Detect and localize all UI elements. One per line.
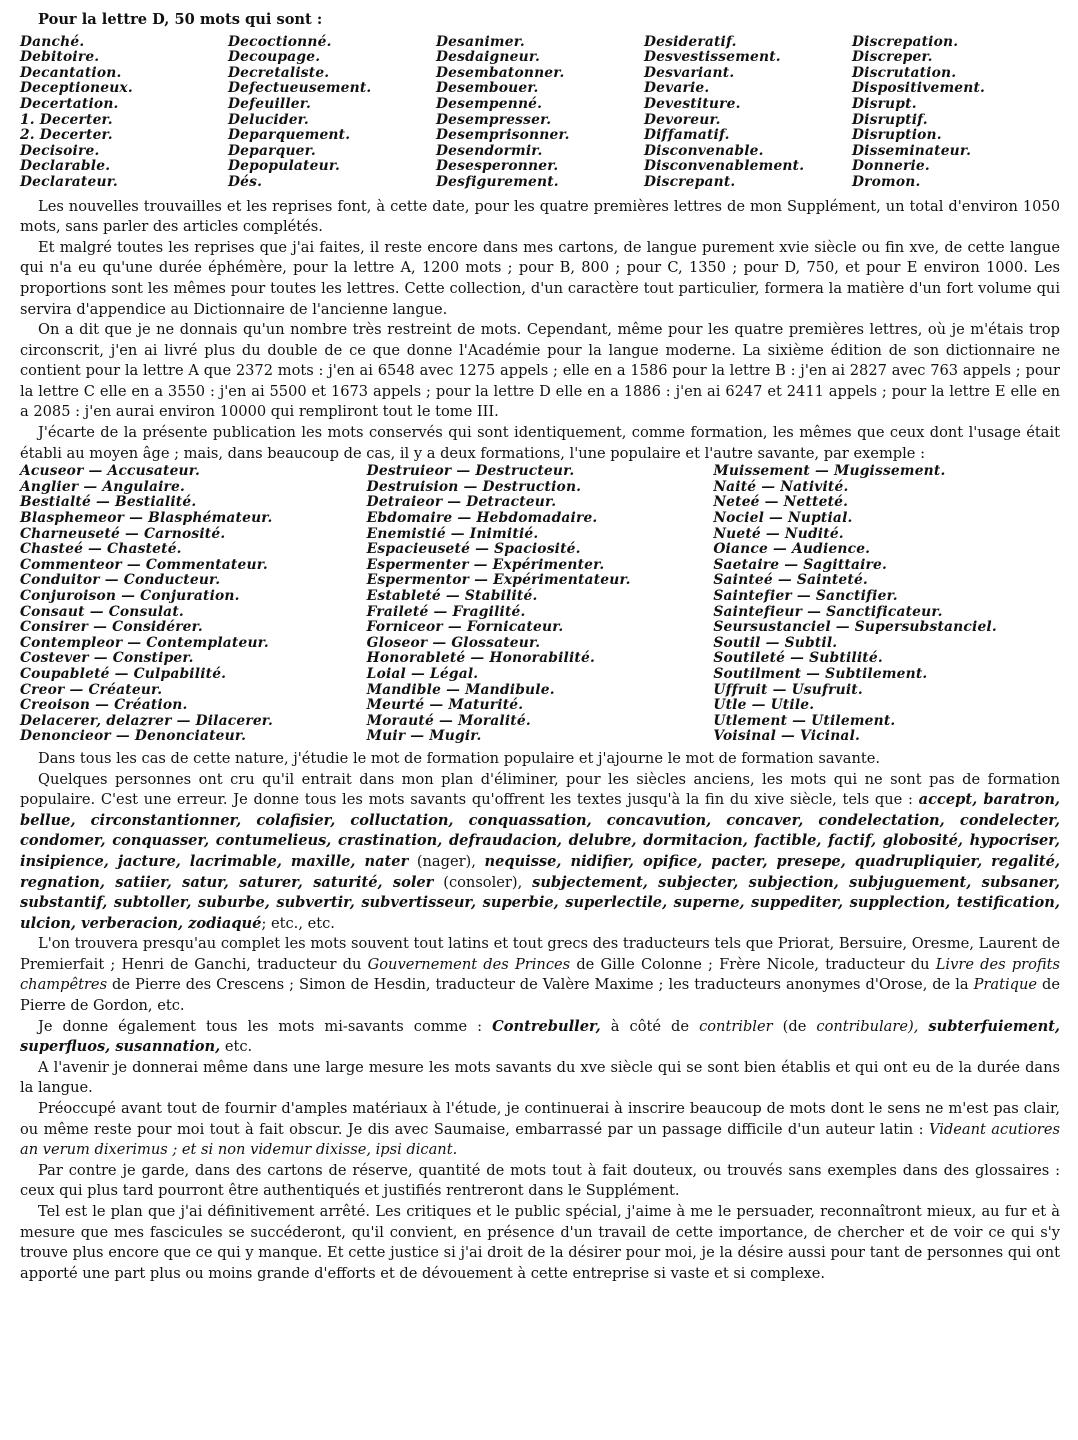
d-word-entry: Desvariant.: [644, 64, 735, 81]
word-pair-entry: Conjuroison — Conjuration.: [20, 588, 240, 604]
d-word-entry: 1. Decerter.: [20, 111, 113, 128]
word-pair-entry: Enemistié — Inimitié.: [366, 525, 539, 542]
je-text-2: à côté de: [610, 1017, 690, 1035]
d-word-entry: Desembouer.: [436, 80, 539, 97]
d-word-entry: Desendormir.: [436, 142, 543, 159]
savant-words-2: nequisse, nidifier, opifice, pacter, presepe, quadrupliquier, regalité, regnation, satiier, satur, saturer, saturité, soler: [20, 852, 1061, 891]
d-word-entry: Diffamatif.: [644, 127, 730, 144]
d-word-entry: Disconvenablement.: [644, 158, 805, 175]
on-text-4: de Pierre de Gordon, etc.: [20, 976, 1060, 1015]
word-pair-entry: Contempleor — Contemplateur.: [20, 634, 269, 651]
word-pair-entry: Creor — Créateur.: [20, 681, 163, 698]
word-pair-entry: Loial — Légal.: [366, 665, 479, 682]
word-pair-entry: Consaut — Consulat.: [20, 603, 184, 620]
word-contrebuller: Contrebuller,: [492, 1017, 601, 1035]
word-pair-entry: Espacieuseté — Spaciosité.: [366, 541, 581, 558]
savant-words-1: accept, baratron, bellue, circonstantionner, colafisier, colluctation, conquassation, concavution, concaver, condelectation, condelecter, condomer, conquasser, contumelieus, crastination, defraudacion, delubre, dormitacion, factible, factif, globosité, hypocriser, insipience, jacture, lacrimable, maxille, nater: [20, 791, 1061, 870]
word-pair-entry: Espermentor — Expérimentateur.: [366, 572, 631, 589]
d-word-entry: Dés.: [228, 173, 263, 190]
title-livre: Livre des profits champêtres: [20, 955, 1061, 994]
d-word-entry: Deparquer.: [228, 142, 316, 159]
d-word-entry: Discreper.: [852, 49, 933, 66]
word-pair-entry: Costever — Constiper.: [20, 650, 194, 667]
d-word-entry: Devoreur.: [644, 111, 721, 128]
d-word-entry: Donnerie.: [852, 158, 930, 175]
word-pair-entry: Voisinal — Vicinal.: [713, 728, 861, 745]
on-text-3: de Pierre des Crescens ; Simon de Hesdin, traducteur de Valère Maxime ; les traducteurs anonymes d'Orose, de la: [112, 976, 969, 994]
word-pair-entry: Blasphemeor — Blasphémateur.: [20, 510, 273, 527]
paragraph-avenir: A l'avenir je donnerai même dans une large mesure les mots savants du xve siècle qui se sont bien établis et qui ont eu de la durée dans la langue.: [20, 1058, 1060, 1097]
document-page: [20, 10, 1060, 1284]
je-text-4: etc.: [224, 1038, 253, 1056]
d-word-entry: Desemprisonner.: [436, 127, 570, 144]
title-pratique: Pratique: [973, 976, 1038, 994]
d-word-entry: Decisoire.: [20, 142, 100, 159]
word-pair-entry: Acuseor — Accusateur.: [20, 463, 200, 480]
word-pair-entry: Nueté — Nudité.: [713, 525, 844, 542]
d-word-entry: Disruptif.: [852, 111, 928, 128]
on-text-1: L'on trouvera presqu'au complet les mots souvent tout latins et tout grecs des traducteurs tels que Priorat, Bersuire, Oresme, Laurent de Premierfait ; Henri de Ganchi, traducteur du: [20, 935, 1060, 973]
d-word-entry: Desempenné.: [436, 95, 543, 112]
word-pair-entry: Denoncieor — Denonciateur.: [20, 728, 247, 745]
d-word-entry: Desideratif.: [644, 33, 737, 50]
paragraph: J'écarte de la présente publication les mots conservés qui sont identiquement, comme formation, les mêmes que ceux dont l'usage était établi au moyen âge ; mais, dans beaucoup de cas, il y a deux formations, l'une populaire et l'autre savante, par exemple :: [20, 424, 1060, 462]
word-pair-entry: Estableté — Stabilité.: [366, 588, 538, 604]
word-pair-entry: Conduitor — Conducteur.: [20, 572, 221, 589]
word-pair-entry: Soutileté — Subtilité.: [713, 650, 883, 667]
paragraph-mi-savants: [20, 1017, 1060, 1058]
d-word-entry: Discrepant.: [644, 173, 736, 190]
d-word-entry: Disconvenable.: [644, 142, 764, 159]
word-pair-entry: Destruieor — Destructeur.: [366, 463, 575, 480]
word-pair-entry: Commenteor — Commentateur.: [20, 556, 268, 573]
d-word-entry: Disruption.: [852, 127, 942, 144]
d-word-entry: Decoctionné.: [228, 33, 332, 50]
word-pair-entry: Meurté — Maturité.: [366, 697, 524, 714]
word-pair-entry: Fraileté — Fragilité.: [366, 603, 526, 620]
latin-quote: Videant acutiores an verum dixerimus ; et si non videmur dixisse, ipsi dicant.: [20, 1120, 1060, 1159]
d-word-entry: Decantation.: [20, 64, 122, 81]
d-word-list: [20, 35, 1060, 191]
word-pair-entry: Seursustanciel — Supersubstanciel.: [713, 619, 997, 636]
d-word-entry: Devarie.: [644, 80, 710, 97]
d-word-entry: Delucider.: [228, 111, 309, 128]
word-pair-entry: Uffruit — Usufruit.: [713, 681, 863, 698]
word-pair-entry: Delacerer, delazrer — Dilacerer.: [20, 712, 273, 729]
word-pair-entry: Creoison — Création.: [20, 697, 188, 714]
d-word-entry: Devestiture.: [644, 95, 741, 112]
on-text-2: de Gille Colonne ; Frère Nicole, traducteur du: [576, 955, 930, 973]
d-word-entry: Desdaigneur.: [436, 49, 541, 66]
d-word-entry: Defeuiller.: [228, 95, 311, 112]
d-word-column: [644, 35, 852, 191]
d-word-entry: Deparquement.: [228, 127, 351, 144]
d-word-entry: Declarateur.: [20, 173, 118, 190]
d-word-entry: Desempresser.: [436, 111, 552, 128]
quelques-text: Quelques personnes ont cru qu'il entrait dans mon plan d'éliminer, pour les siècles anciens, les mots qui ne sont pas de formation populaire. C'est une erreur. Je donne tous les mots savants qu'offrent les textes jusqu'à la fin du xive siècle, tels que :: [20, 770, 1060, 809]
word-pair-entry: Muissement — Mugissement.: [713, 463, 946, 480]
word-pair-entry: Naité — Nativité.: [713, 478, 849, 495]
paragraph-dans: Dans tous les cas de cette nature, j'étudie le mot de formation populaire et j'ajourne le mot de formation savante.: [38, 749, 881, 767]
je-text-1: Je donne également tous les mots mi-savants comme :: [38, 1017, 483, 1035]
d-word-entry: Debitoire.: [20, 49, 100, 66]
word-pair-entry: Saetaire — Sagittaire.: [713, 556, 887, 573]
word-pair-entry: Saintefier — Sanctifier.: [713, 588, 898, 604]
word-pair-list: [20, 464, 1060, 745]
d-word-entry: Decretaliste.: [228, 64, 330, 81]
d-word-entry: Discrutation.: [852, 64, 957, 81]
word-pair-entry: Honorableté — Honorabilité.: [366, 650, 595, 667]
d-word-entry: Desesperonner.: [436, 158, 559, 175]
paragraph: Les nouvelles trouvailles et les reprises font, à cette date, pour les quatre premières lettres de mon Supplément, un total d'environ 1050 mots, sans parler des articles complétés.: [20, 197, 1060, 236]
word-pair-entry: Charneuseté — Carnosité.: [20, 525, 226, 542]
word-pair-entry: Soutil — Subtil.: [713, 634, 838, 651]
d-word-entry: Disseminateur.: [852, 142, 972, 159]
paragraph: On a dit que je ne donnais qu'un nombre très restreint de mots. Cependant, même pour les quatre premières lettres, où je m'étais trop circonscrit, j'en ai livré plus du double de ce que donne l'Académie pour la langue moderne. La sixième édition de son dictionnaire ne contient pour la lettre A que 2372 mots : j'en ai 6548 avec 1275 appels ; elle en a 1586 pour la lettre B : j'en ai 2827 avec 763 appels ; pour la lettre C elle en a 3550 : j'en ai 5500 et 1673 appels ; pour la lettre D elle en a 1886 : j'en ai 6247 et 2411 appels ; pour la lettre E elle en a 2085 : j'en aurai environ 10000 qui rempliront tout le tome III.: [20, 321, 1060, 421]
d-word-column: [436, 35, 644, 191]
opening-paragraphs: [20, 197, 1060, 465]
word-pair-entry: Mandible — Mandibule.: [366, 681, 555, 698]
consoler-note: (consoler),: [443, 873, 523, 891]
word-pair-column: [713, 464, 1060, 745]
preoc-text: Préoccupé avant tout de fournir d'amples matériaux à l'étude, je continuerai à inscrire beaucoup de mots dont le sens ne m'est pas clair, ou même reste pour moi tout à fait obscur. Je dis avec Saumaise, embarrassé par un passage difficile d'un auteur latin :: [20, 1100, 1060, 1138]
paragraph-quelques: [20, 770, 1060, 935]
word-pair-entry: Oiance — Audience.: [713, 541, 871, 558]
word-pair-entry: Gloseor — Glossateur.: [366, 634, 541, 651]
d-word-entry: Desanimer.: [436, 33, 525, 50]
nager-note: (nager),: [416, 852, 476, 870]
d-word-entry: Desfigurement.: [436, 173, 559, 190]
word-pair-entry: Nociel — Nuptial.: [713, 510, 853, 527]
word-pair-entry: Saintefieur — Sanctificateur.: [713, 603, 943, 620]
word-contribulare: contribulare),: [816, 1017, 919, 1035]
intro-letter-d: Pour la lettre D, 50 mots qui sont :: [38, 11, 323, 28]
word-pair-entry: Sainteé — Sainteté.: [713, 572, 868, 589]
word-contribler: contribler: [699, 1017, 773, 1035]
d-word-entry: Deceptioneux.: [20, 80, 133, 97]
quelques-end: ; etc., etc.: [261, 914, 335, 932]
mi-savant-words: subterfuiement, superfluos, susannation,: [20, 1017, 1061, 1056]
d-word-entry: Depopulateur.: [228, 158, 341, 175]
word-pair-entry: Morauté — Moralité.: [366, 712, 531, 729]
d-word-entry: Desembatonner.: [436, 64, 565, 81]
word-pair-column: [20, 464, 367, 745]
paragraph: Et malgré toutes les reprises que j'ai faites, il reste encore dans mes cartons, de langue purement xvie siècle ou fin xve, de cette langue qui n'a eu qu'une durée éphémère, pour la lettre A, 1200 mots ; pour B, 800 ; pour C, 1350 ; pour D, 750, et pour E environ 1000. Les proportions sont les mêmes pour toutes les lettres. Cette collection, d'un caractère tout particulier, formera la matière d'un fort volume qui servira d'appendice au Dictionnaire de l'ancienne langue.: [20, 238, 1060, 318]
d-word-entry: 2. Decerter.: [20, 127, 113, 144]
title-gouvernement: Gouvernement des Princes: [367, 955, 571, 973]
word-pair-entry: Forniceor — Fornicateur.: [366, 619, 564, 636]
word-pair-entry: Coupableté — Culpabilité.: [20, 665, 227, 682]
word-pair-entry: Muir — Mugir.: [366, 728, 482, 745]
word-pair-entry: Chasteé — Chasteté.: [20, 541, 182, 558]
word-pair-entry: Utle — Utile.: [713, 697, 815, 714]
d-word-entry: Disrupt.: [852, 95, 917, 112]
word-pair-entry: Ebdomaire — Hebdomadaire.: [366, 510, 598, 527]
savant-words-3: subjectement, subjecter, subjection, subjuguement, subsaner, substantif, subtoller, suburbe, subvertir, subvertisseur, superbie, superlectile, superne, suppediter, supplection, testification, ulcion, verberacion, zodiaqué: [20, 873, 1060, 932]
d-word-column: [852, 35, 1060, 191]
paragraph-preoccupe: [20, 1099, 1060, 1161]
d-word-entry: Dromon.: [852, 173, 921, 190]
word-pair-entry: Soutilment — Subtilement.: [713, 665, 928, 682]
d-word-column: [20, 35, 228, 191]
d-word-entry: Discrepation.: [852, 33, 959, 50]
d-word-entry: Declarable.: [20, 158, 111, 175]
d-word-entry: Danché.: [20, 33, 85, 50]
d-word-entry: Desvestissement.: [644, 49, 781, 66]
je-text-3: (de: [782, 1017, 807, 1035]
word-pair-entry: Bestialté — Bestialité.: [20, 494, 197, 511]
d-word-entry: Decoupage.: [228, 49, 321, 66]
paragraph-par-contre: Par contre je garde, dans des cartons de réserve, quantité de mots tout à fait douteux, ou trouvés sans exemples dans des glossaires : ceux qui plus tard pourront être authentiqués et justifiés rentreront dans le Supplément.: [20, 1161, 1060, 1200]
word-pair-entry: Detraieor — Detracteur.: [366, 494, 557, 511]
word-pair-entry: Utlement — Utilement.: [713, 712, 896, 729]
word-pair-entry: Anglier — Angulaire.: [20, 478, 186, 495]
word-pair-entry: Consirer — Considérer.: [20, 619, 203, 636]
paragraph-tel-est: Tel est le plan que j'ai définitivement arrêté. Les critiques et le public spécial, j'aime à me le persuader, reconnaîtront mieux, au fur et à mesure que mes fascicules se succéderont, qu'il convient, en présence d'un travail de cette importance, de chercher et de voir ce qui s'y trouve plus encore que ce qui y manque. Et cette justice si j'ai droit de la désirer pour moi, je la désire aussi pour tant de personnes qui ont apporté une part plus ou moins grande d'efforts et de dévouement à cette entreprise si vaste et si complexe.: [20, 1203, 1060, 1282]
d-word-column: [228, 35, 436, 191]
d-word-entry: Dispositivement.: [852, 80, 986, 97]
d-word-entry: Decertation.: [20, 95, 119, 112]
word-pair-entry: Neteé — Netteté.: [713, 494, 849, 511]
word-pair-entry: Destruision — Destruction.: [366, 478, 582, 495]
paragraph-traducteurs: [20, 934, 1060, 1016]
d-word-entry: Defectueusement.: [228, 80, 372, 97]
word-pair-column: [367, 464, 714, 745]
word-pair-entry: Espermenter — Expérimenter.: [366, 556, 605, 573]
